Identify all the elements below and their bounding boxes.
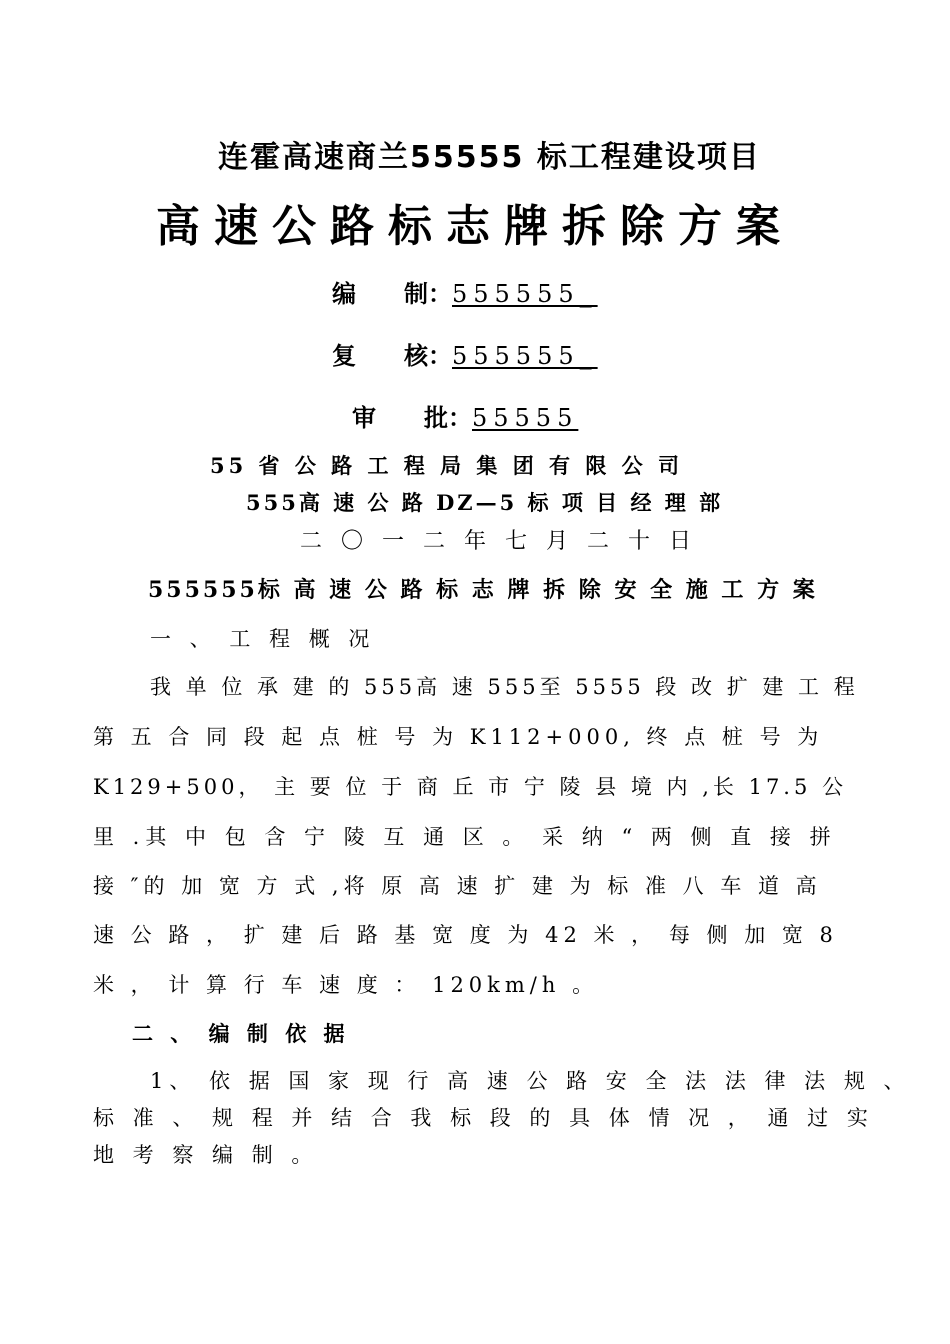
signoff-reviewed-label: 复 核： [332, 341, 452, 370]
signoff-approved-label: 审 批： [352, 403, 472, 432]
document-date: 二 〇 一 二 年 七 月 二 十 日 [300, 529, 697, 554]
section-2-line-3: 地 考 察 编 制 。 [93, 1143, 319, 1167]
signoff-approved [352, 398, 578, 433]
section-2-line-1: 1、 依 据 国 家 现 行 高 速 公 路 安 全 法 法 律 法 规 、 [150, 1069, 911, 1093]
document-main-title: 高速公路标志牌拆除方案 [156, 201, 794, 252]
section-1-line-3: K129+500， 主 要 位 于 商 丘 市 宁 陵 县 境 内 ,长 17.5 公 [93, 775, 848, 799]
department-name: 555高 速 公 路 DZ—5 标 项 目 经 理 部 [246, 490, 724, 515]
signoff-compiled-value: 555555_ [452, 280, 598, 308]
company-name: 55 省 公 路 工 程 局 集 团 有 限 公 司 [210, 453, 683, 478]
signoff-approved-value: 55555 [472, 404, 579, 432]
signoff-reviewed [332, 336, 598, 371]
section-1-line-4: 里 .其 中 包 含 宁 陵 互 通 区 。 采 纳 “ 两 侧 直 接 拼 [93, 825, 837, 849]
section-2-line-2: 标 准 、 规 程 并 结 合 我 标 段 的 具 体 情 况 ， 通 过 实 [93, 1106, 874, 1130]
section-1-line-7: 米 ， 计 算 行 车 速 度 ： 120km/h 。 [93, 973, 599, 997]
section-1-line-2: 第 五 合 同 段 起 点 桩 号 为 K112+000, 终 点 桩 号 为 [93, 725, 824, 749]
section-1-line-1: 我 单 位 承 建 的 555高 速 555至 5555 段 改 扩 建 工 程 [150, 675, 859, 699]
section-1-line-6: 速 公 路 ， 扩 建 后 路 基 宽 度 为 42 米 ， 每 侧 加 宽 8 [93, 923, 838, 947]
section-1-line-5: 接 ″的 加 宽 方 式 ,将 原 高 速 扩 建 为 标 准 八 车 道 高 [93, 874, 822, 898]
plan-title: 555555标 高 速 公 路 标 志 牌 拆 除 安 全 施 工 方 案 [148, 577, 818, 603]
signoff-compiled-label: 编 制： [332, 279, 452, 308]
project-name: 连霍高速商兰55555 标工程建设项目 [218, 140, 761, 175]
section-2-heading: 二 、 编 制 依 据 [132, 1021, 350, 1046]
signoff-compiled [332, 274, 598, 309]
section-1-heading: 一 、 工 程 概 况 [150, 627, 376, 651]
signoff-reviewed-value: 555555_ [452, 342, 598, 370]
